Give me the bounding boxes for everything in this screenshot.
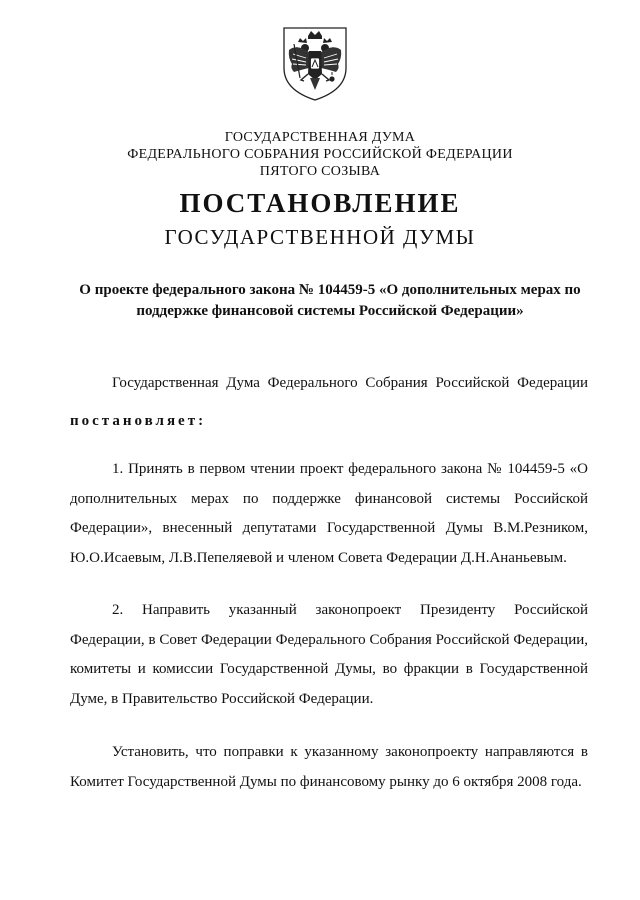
- header-line-3: ПЯТОГО СОЗЫВА: [259, 164, 381, 179]
- deadline-paragraph: Установить, что поправки к указанному законопроекту направляются в Комитет Государственной Думы по финансовому рынку до 6 октября 2008 года.: [70, 744, 588, 790]
- intro-paragraph: Государственная Дума Федерального Собрания Российской Федерации: [112, 375, 588, 391]
- decree-word: постановляет:: [70, 413, 207, 429]
- double-headed-eagle-icon: [276, 22, 354, 102]
- header-line-1: ГОСУДАРСТВЕННАЯ ДУМА: [224, 130, 416, 145]
- item-1-paragraph: 1. Принять в первом чтении проект федерального закона № 104459-5 «О дополнительных мерах по поддержке финансовой системы Российской Федерации», внесенный депутатами Государственной Думы В.М.Резником, Ю.О.Исаевым, Л.В.Пепеляевой и членом Совета Федерации Д.Н.Ананьевым.: [70, 461, 588, 566]
- header-line-2: ФЕДЕРАЛЬНОГО СОБРАНИЯ РОССИЙСКОЙ ФЕДЕРАЦИИ: [127, 147, 513, 162]
- resolution-subject: О проекте федерального закона № 104459-5 «О дополнительных мерах по поддержке финансовой системы Российской Федерации»: [79, 282, 581, 319]
- document-title: ПОСТАНОВЛЕНИЕ: [179, 188, 461, 218]
- item-2-paragraph: 2. Направить указанный законопроект Президенту Российской Федерации, в Совет Федерации Федерального Собрания Российской Федерации, комитеты и комиссии Государственной Думы, во фракции в Государственной Думе, в Правительство Российской Федерации.: [70, 602, 588, 707]
- document-subtitle: ГОСУДАРСТВЕННОЙ ДУМЫ: [164, 225, 476, 249]
